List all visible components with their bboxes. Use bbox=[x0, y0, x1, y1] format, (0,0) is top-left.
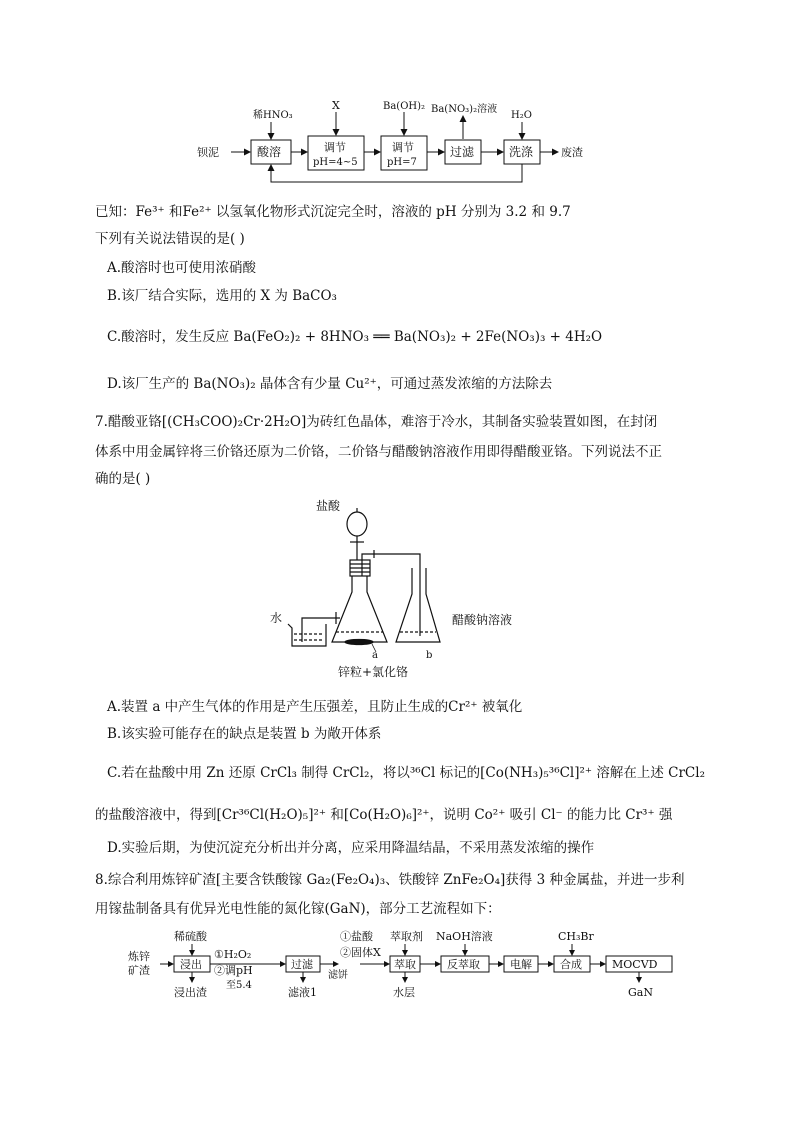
flask-b bbox=[396, 568, 440, 642]
reagent-solid-x: ②固体X bbox=[340, 946, 381, 959]
flow1-input: 钡泥 bbox=[197, 146, 219, 159]
reagent-hno3: 稀HNO₃ bbox=[253, 110, 293, 121]
step-electrolysis: 电解 bbox=[510, 958, 532, 971]
reagent-naoh: NaOH溶液 bbox=[436, 930, 493, 943]
step-leach: 浸出 bbox=[180, 958, 202, 971]
q7-stem-line-3: 确的是( ) bbox=[95, 471, 151, 487]
q6-option-d: D.该厂生产的 Ba(NO₃)₂ 晶体含有少量 Cu²⁺，可通过蒸发浓缩的方法除去 bbox=[107, 376, 553, 392]
step-adjust-1: 调节 bbox=[324, 141, 346, 154]
q8-stem-line-2: 用镓盐制备具有优异光电性能的氮化镓(GaN)，部分工艺流程如下： bbox=[95, 901, 501, 917]
reagent-extractant: 萃取剂 bbox=[390, 930, 423, 943]
process-flow-chart-1 bbox=[195, 98, 595, 190]
step-extract: 萃取 bbox=[394, 958, 416, 971]
reagent-h2o2: ①H₂O₂ bbox=[214, 948, 252, 961]
step-filter-cake: 滤饼 bbox=[328, 970, 348, 981]
step-ph-45: pH=4~5 bbox=[313, 157, 358, 168]
product-bano32: Ba(NO₃)₂溶液 bbox=[431, 104, 498, 115]
step-ph-7: pH=7 bbox=[387, 157, 417, 168]
label-b: b bbox=[426, 650, 433, 661]
step-adjust-2: 调节 bbox=[392, 141, 414, 154]
q7-option-c-line-1: C.若在盐酸中用 Zn 还原 CrCl₃ 制得 CrCl₂，将以³⁶Cl 标记的[Co(NH₃)₅³⁶Cl]²⁺ 溶解在上述 CrCl₂ bbox=[107, 765, 705, 781]
flow1-output: 废渣 bbox=[561, 146, 583, 159]
q7-option-b: B.该实验可能存在的缺点是装置 b 为敞开体系 bbox=[107, 726, 382, 742]
reagent-x: X bbox=[332, 99, 340, 112]
q7-stem-line-2: 体系中用金属锌将三价铬还原为二价铬，二价铬与醋酸钠溶液作用即得醋酸亚铬。下列说法不正 bbox=[95, 444, 662, 460]
step-mocvd: MOCVD bbox=[612, 958, 658, 971]
out-aqueous: 水层 bbox=[393, 986, 415, 999]
q7-option-a: A.装置 a 中产生气体的作用是产生压强差，且防止生成的Cr²⁺ 被氧化 bbox=[107, 699, 523, 715]
q6-option-c: C.酸溶时，发生反应 Ba(FeO₂)₂ + 8HNO₃ ══ Ba(NO₃)₂ + 2Fe(NO₃)₃ + 4H₂O bbox=[107, 329, 603, 345]
q6-known-condition: 已知：Fe³⁺ 和Fe²⁺ 以氢氧化物形式沉淀完全时，溶液的 pH 分别为 3.2 和 9.7 bbox=[95, 204, 571, 220]
step-wash: 洗涤 bbox=[509, 145, 534, 159]
reagent-ph-54: 至5.4 bbox=[226, 980, 252, 991]
reagent-adjust-ph: ②调pH bbox=[214, 964, 253, 977]
process-flow-chart-2 bbox=[128, 926, 688, 1002]
q6-option-a: A.酸溶时也可使用浓硝酸 bbox=[107, 260, 257, 276]
q7-option-c-line-2: 的盐酸溶液中，得到[Cr³⁶Cl(H₂O)₅]²⁺ 和[Co(H₂O)₆]²⁺，说明 Co²⁺ 吸引 Cl⁻ 的能力比 Cr³⁺ 强 bbox=[95, 807, 673, 823]
reagent-baoh2: Ba(OH)₂ bbox=[383, 101, 426, 112]
q7-stem-line-1: 7.醋酸亚铬[(CH₃COO)₂Cr·2H₂O]为砖红色晶体，难溶于冷水，其制备实验装置如图，在封闭 bbox=[95, 414, 658, 430]
q6-stem: 下列有关说法错误的是( ) bbox=[95, 231, 245, 247]
label-zinc-chromium: 锌粒+氯化铬 bbox=[338, 665, 409, 679]
q6-option-b: B.该厂结合实际，选用的 X 为 BaCO₃ bbox=[107, 288, 337, 304]
step-back-extract: 反萃取 bbox=[447, 958, 480, 971]
label-water: 水 bbox=[270, 611, 283, 625]
label-sodium-acetate: 醋酸钠溶液 bbox=[452, 613, 513, 627]
water-beaker bbox=[288, 624, 326, 646]
reagent-dilute-h2so4: 稀硫酸 bbox=[174, 930, 207, 943]
flow2-start-2: 矿渣 bbox=[128, 964, 150, 977]
reagent-ch3br: CH₃Br bbox=[558, 930, 594, 943]
step-filter-2: 过滤 bbox=[291, 958, 313, 971]
q7-option-d: D.实验后期，为使沉淀充分析出并分离，应采用降温结晶，不采用蒸发浓缩的操作 bbox=[107, 840, 595, 856]
separatory-funnel bbox=[347, 512, 367, 536]
q8-stem-line-1: 8.综合利用炼锌矿渣[主要含铁酸镓 Ga₂(Fe₂O₄)₃、铁酸锌 ZnFe₂O₄]获得 3 种金属盐，并进一步利 bbox=[95, 872, 685, 888]
out-filtrate-1: 滤液1 bbox=[288, 986, 317, 999]
out-gan: GaN bbox=[628, 986, 653, 999]
step-filter: 过滤 bbox=[450, 145, 475, 159]
label-a: a bbox=[372, 650, 378, 661]
out-leach-residue: 浸出渣 bbox=[174, 986, 207, 999]
label-hcl: 盐酸 bbox=[316, 499, 341, 513]
apparatus-diagram bbox=[262, 494, 532, 684]
flow2-start-1: 炼锌 bbox=[128, 950, 150, 963]
step-acid-dissolve: 酸溶 bbox=[257, 145, 282, 159]
step-synthesis: 合成 bbox=[560, 958, 582, 971]
reagent-water: H₂O bbox=[511, 110, 532, 121]
reagent-hcl: ①盐酸 bbox=[340, 930, 373, 943]
